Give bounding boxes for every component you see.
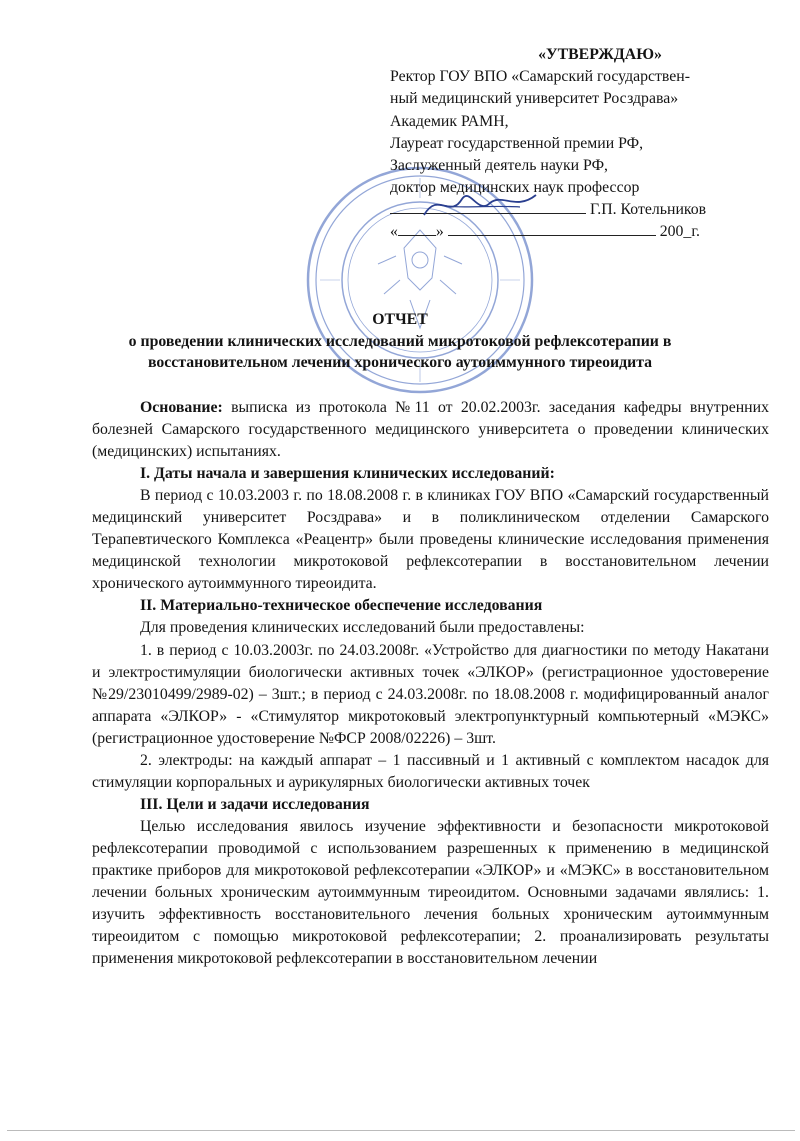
approval-block (390, 44, 770, 243)
approval-heading: «УТВЕРЖДАЮ» (538, 46, 662, 63)
report-title (0, 309, 800, 374)
approval-line: Лауреат государственной премии РФ, (390, 134, 644, 152)
basis-text: выписка из протокола №11 от 20.02.2003г. заседания кафедры внутренних болезней Самарского государственного медицинского университета о проведении клинических (медицинских) испытаниях. (92, 399, 769, 461)
basis-label: Основание: (140, 399, 223, 416)
date-row (390, 221, 770, 243)
list-item: 1. в период с 10.03.2003г. по 24.03.2008г. «Устройство для диагностики по методу Накатани и электростимуляции биологически активных точек «ЭЛКОР» (регистрационное удостоверение №29/23010499/2989-02) – 3шт.; в период с 24.03.2008г. по 18.08.2008 г. модифицированный аналог аппарата «ЭЛКОР» - «Стимулятор микротоковый электропунктурный компьютерный «МЭКС» (регистрационное удостоверение №ФСР 2008/02226) – 3шт. (92, 641, 769, 747)
approval-line: доктор медицинских наук профессор (390, 179, 640, 197)
date-year: 200_г. (659, 223, 700, 241)
signatory-name: Г.П. Котельников (589, 201, 707, 219)
approval-line: ный медицинский университет Росздрава» (390, 90, 679, 108)
paragraph: Для проведения клинических исследований были предоставлены: (140, 619, 585, 637)
paragraph: Целью исследования явилось изучение эффективности и безопасности микротоковой рефлексотерапии проводимой с использованием разрешенных к применению в медицинской практике приборов для микротоковой рефлексотерапии «ЭЛКОР» и «МЭКС» в восстановительном лечении больных хроническим аутоиммунным тиреоидитом. Основными задачами являлись: 1. изучить эффективность восстановительного лечения больных хроническим аутоиммунным тиреоидитом с помощью микротоковой рефлексотерапии; 2. проанализировать результаты применения микротоковой рефлексотерапии в восстановительном лечении (92, 817, 769, 968)
list-item: 2. электроды: на каждый аппарат – 1 пассивный и 1 активный с комплектом насадок для стимуляции корпоральных и аурикулярных биологически активных точек (92, 751, 769, 791)
date-close-quote: » (435, 223, 444, 241)
day-line (398, 221, 436, 236)
approval-line: Ректор ГОУ ВПО «Самарский государствен- (390, 68, 691, 86)
date-open-quote: « (390, 223, 398, 241)
title-line: ОТЧЕТ (372, 311, 428, 328)
bottom-divider (7, 1130, 795, 1131)
approval-line: Академик РАМН, (390, 112, 509, 130)
title-line: восстановительном лечении хронического аутоиммунного тиреоидита (147, 354, 653, 371)
report-body (92, 397, 769, 970)
section-heading: II. Материально-техническое обеспечение исследования (140, 597, 543, 615)
basis-paragraph (92, 397, 769, 463)
approval-line: Заслуженный деятель науки РФ, (390, 157, 609, 175)
paragraph: В период с 10.03.2003 г. по 18.08.2008 г. в клиниках ГОУ ВПО «Самарский государственный медицинский университет Росздрава» и в поликлиническом отделении Самарского Терапевтического Комплекса «Реацентр» были проведены клинические исследования применения медицинской технологии микротоковой рефлексотерапии в восстановительном лечении хронического аутоиммунного тиреоидита. (92, 487, 769, 593)
month-line (448, 221, 656, 236)
section-heading: III. Цели и задачи исследования (140, 795, 370, 813)
handwritten-signature-icon (420, 185, 540, 225)
title-line: о проведении клинических исследований микротоковой рефлексотерапии в (128, 332, 672, 350)
signature-row (390, 199, 770, 221)
section-heading: I. Даты начала и завершения клинических исследований: (140, 465, 555, 483)
